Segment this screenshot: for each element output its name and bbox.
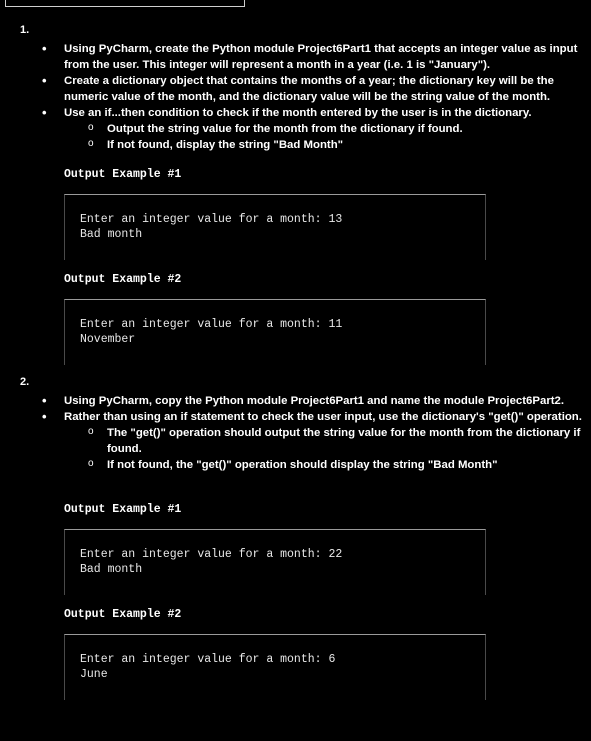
section-2-subbullet-2: o If not found, the "get()" operation should display the string "Bad Month" xyxy=(107,457,585,473)
output-line: Bad month xyxy=(80,563,143,576)
output-line: Enter an integer value for a month: 13 xyxy=(80,213,343,226)
output-line: Bad month xyxy=(80,228,143,241)
section-2-example-1-output xyxy=(64,529,486,595)
section-2-bullet-2 xyxy=(64,409,585,473)
section-1-bullet-3-text: Use an if...then condition to check if the month entered by the user is in the dictionary. xyxy=(64,107,532,119)
section-2-instructions xyxy=(64,393,585,473)
output-line: Enter an integer value for a month: 11 xyxy=(80,318,343,331)
section-2-example-2-label: Output Example #2 xyxy=(64,608,182,621)
section-2-subbullets xyxy=(64,425,585,473)
section-1-example-1-label: Output Example #1 xyxy=(64,168,182,181)
section-2-bullet-1: • Using PyCharm, copy the Python module Project6Part1 and name the module Project6Part2. xyxy=(64,393,585,409)
section-2-example-1-label: Output Example #1 xyxy=(64,503,182,516)
top-frame xyxy=(5,0,245,7)
output-line: Enter an integer value for a month: 6 xyxy=(80,653,336,666)
section-1-instructions xyxy=(64,41,585,153)
section-2-subbullet-1: o The "get()" operation should output the string value for the month from the dictionary if found. xyxy=(107,425,585,457)
section-1-subbullets xyxy=(64,121,585,153)
section-1-bullet-3 xyxy=(64,105,585,153)
output-line: November xyxy=(80,333,136,346)
section-1-subbullet-2: o If not found, display the string "Bad Month" xyxy=(107,137,585,153)
output-line: June xyxy=(80,668,108,681)
section-1-number: 1. xyxy=(20,24,30,36)
section-1-example-1-output xyxy=(64,194,486,260)
section-1-subbullet-1: o Output the string value for the month from the dictionary if found. xyxy=(107,121,585,137)
section-2-number: 2. xyxy=(20,376,30,388)
section-1-bullet-1: • Using PyCharm, create the Python module Project6Part1 that accepts an integer value as input from the user. This integer will represent a month in a year (i.e. 1 is "January"). xyxy=(64,41,585,73)
section-1-example-2-label: Output Example #2 xyxy=(64,273,182,286)
section-2-example-2-output xyxy=(64,634,486,700)
output-line: Enter an integer value for a month: 22 xyxy=(80,548,343,561)
section-1-bullet-2: • Create a dictionary object that contains the months of a year; the dictionary key will be the numeric value of the month, and the dictionary value will be the string value of the month. xyxy=(64,73,585,105)
section-2-bullet-2-text: Rather than using an if statement to check the user input, use the dictionary's "get()" operation. xyxy=(64,411,582,423)
section-1-example-2-output xyxy=(64,299,486,365)
